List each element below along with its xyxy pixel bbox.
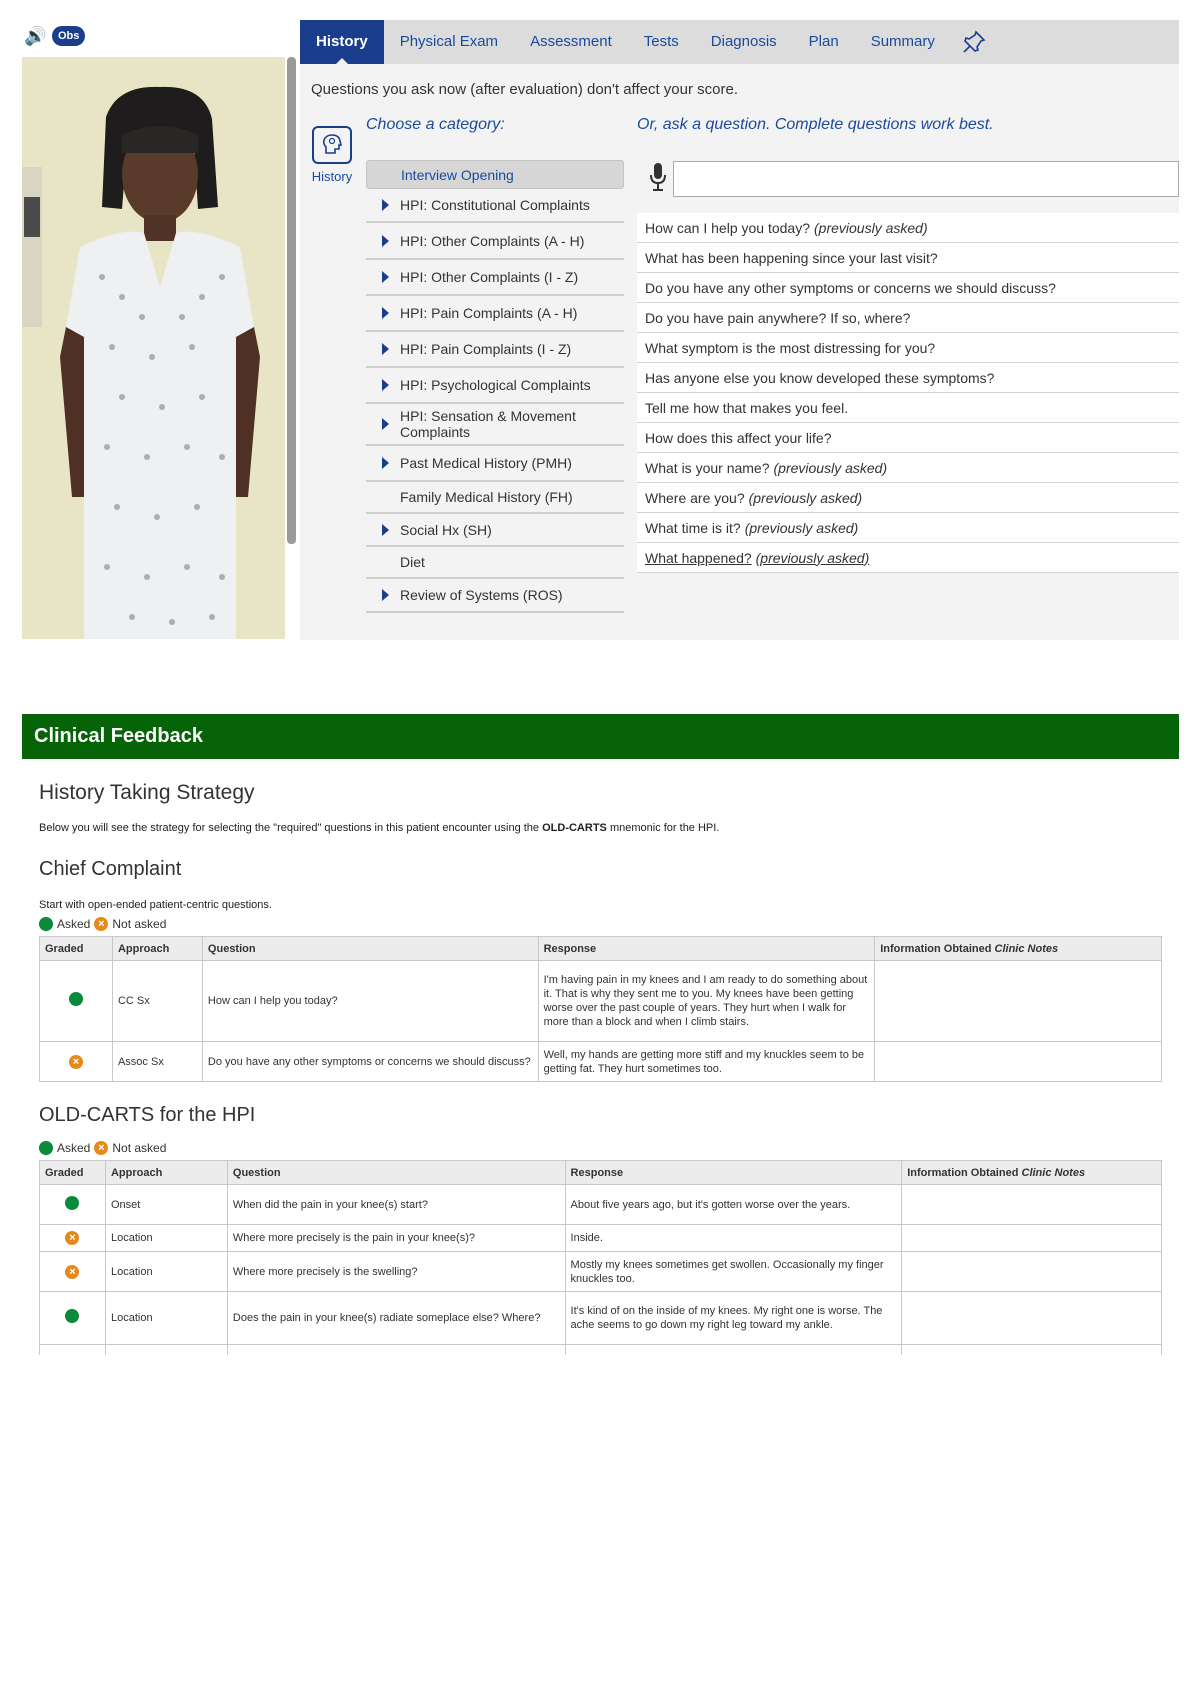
strategy-description bbox=[39, 822, 719, 834]
question-cell: Where more precisely is the pain in your knee(s)? bbox=[227, 1225, 565, 1252]
choose-category-label: Choose a category: bbox=[366, 116, 505, 133]
table-row bbox=[40, 961, 1162, 1042]
tab-plan[interactable]: Plan bbox=[808, 33, 839, 50]
question-text: How can I help you today? bbox=[645, 219, 810, 236]
previously-asked-note: (previously asked) bbox=[814, 219, 928, 236]
or-ask-label: Or, ask a question. Complete questions work best. bbox=[637, 116, 994, 133]
graded-cell bbox=[40, 1292, 106, 1345]
question-text: How does this affect your life? bbox=[645, 429, 832, 446]
category-item[interactable] bbox=[366, 296, 624, 332]
category-label: Social Hx (SH) bbox=[400, 521, 492, 538]
category-item[interactable] bbox=[366, 579, 624, 613]
table-row bbox=[40, 1042, 1162, 1082]
question-cell: Do you have any other symptoms or concerns we should discuss? bbox=[202, 1042, 538, 1082]
asked-dot-icon bbox=[39, 917, 53, 931]
col-info-obtained bbox=[875, 937, 1162, 961]
history-button-label: History bbox=[311, 169, 353, 184]
caret-right-icon bbox=[382, 343, 389, 355]
strategy-title: History Taking Strategy bbox=[39, 781, 255, 804]
question-text: What time is it? bbox=[645, 519, 741, 536]
question-text: What happened? bbox=[645, 549, 752, 566]
not-asked-icon: × bbox=[65, 1265, 79, 1279]
info-obtained-label: Information Obtained bbox=[907, 1166, 1019, 1179]
tab-history[interactable]: History bbox=[300, 20, 384, 64]
approach-cell: Onset bbox=[105, 1185, 227, 1225]
question-cell: Where more precisely is the swelling? bbox=[227, 1252, 565, 1292]
tab-bar bbox=[300, 20, 1179, 64]
notes-cell bbox=[875, 1042, 1162, 1082]
category-label: Diet bbox=[400, 554, 425, 570]
response-cell: It's kind of on the inside of my knees. My right one is worse. The ache seems to go down my right leg toward my ankle. bbox=[565, 1292, 902, 1345]
tab-tests[interactable]: Tests bbox=[643, 33, 679, 50]
not-asked-icon: × bbox=[94, 1141, 108, 1155]
asked-dot-icon bbox=[69, 992, 83, 1006]
microphone-glyph bbox=[647, 161, 669, 193]
question-text: Do you have pain anywhere? If so, where? bbox=[645, 309, 911, 326]
category-label: Interview Opening bbox=[401, 166, 514, 183]
category-item[interactable] bbox=[366, 368, 624, 404]
caret-right-icon bbox=[382, 199, 389, 211]
clinic-notes-label: Clinic Notes bbox=[994, 942, 1059, 955]
col-response: Response bbox=[538, 937, 875, 961]
category-label: HPI: Pain Complaints (I - Z) bbox=[400, 341, 572, 357]
simulation-panel bbox=[300, 20, 1179, 640]
question-item[interactable] bbox=[637, 393, 1179, 423]
previously-asked-note: (previously asked) bbox=[755, 549, 870, 566]
legend-asked: Asked bbox=[57, 1141, 91, 1155]
caret-right-icon bbox=[382, 235, 389, 247]
notes-cell bbox=[902, 1345, 1162, 1356]
obs-button[interactable]: Obs bbox=[52, 26, 85, 46]
category-label: HPI: Sensation & Movement Complaints bbox=[400, 408, 576, 440]
graded-cell bbox=[40, 1042, 113, 1082]
question-item[interactable] bbox=[637, 363, 1179, 393]
table-header-row bbox=[40, 937, 1162, 961]
table-row bbox=[40, 1252, 1162, 1292]
clinical-feedback-header: Clinical Feedback bbox=[22, 714, 1179, 759]
category-item[interactable] bbox=[366, 260, 624, 296]
response-cell: Well, my hands are getting more stiff and my knuckles seem to be getting fat. They hurt sometimes too. bbox=[538, 1042, 875, 1082]
question-item[interactable] bbox=[637, 483, 1179, 513]
question-list bbox=[637, 213, 1179, 573]
tab-assessment[interactable]: Assessment bbox=[530, 33, 612, 50]
col-graded: Graded bbox=[40, 937, 113, 961]
category-label: HPI: Pain Complaints (A - H) bbox=[400, 305, 578, 321]
category-label: HPI: Other Complaints (I - Z) bbox=[400, 269, 579, 285]
category-label: HPI: Other Complaints (A - H) bbox=[400, 232, 585, 249]
category-list bbox=[366, 160, 624, 613]
category-item[interactable] bbox=[366, 547, 624, 579]
clinic-notes-label: Clinic Notes bbox=[1021, 1166, 1086, 1179]
caret-right-icon bbox=[382, 379, 389, 391]
category-item[interactable] bbox=[366, 189, 624, 223]
notes-cell bbox=[902, 1185, 1162, 1225]
question-item[interactable] bbox=[637, 543, 1179, 573]
patient-illustration bbox=[22, 57, 285, 639]
approach-cell: Location bbox=[105, 1252, 227, 1292]
table-row bbox=[40, 1292, 1162, 1345]
question-cell: When did the pain in your knee(s) start? bbox=[227, 1185, 565, 1225]
notice-text: Questions you ask now (after evaluation) don't affect your score. bbox=[311, 81, 738, 98]
question-item[interactable] bbox=[637, 423, 1179, 453]
question-input[interactable] bbox=[673, 161, 1179, 197]
approach-cell: CC Sx bbox=[112, 961, 202, 1042]
asked-dot-icon bbox=[65, 1309, 79, 1323]
question-item[interactable] bbox=[637, 273, 1179, 303]
legend-not-asked: Not asked bbox=[112, 1141, 167, 1155]
notes-cell bbox=[902, 1292, 1162, 1345]
table-header-row bbox=[40, 1161, 1162, 1185]
question-text: Has anyone else you know developed these symptoms? bbox=[645, 369, 995, 386]
col-question: Question bbox=[202, 937, 538, 961]
question-cell bbox=[227, 1345, 565, 1356]
col-response: Response bbox=[565, 1161, 902, 1185]
category-label: Family Medical History (FH) bbox=[400, 489, 573, 505]
response-cell: I'm having pain in my knees and I am ready to do something about it. That is why they sent me to you. My knees have been getting worse over the past couple of years. They hurt when I walk for more than a block and when I climb stairs. bbox=[538, 961, 875, 1042]
previously-asked-note: (previously asked) bbox=[744, 519, 859, 536]
notes-cell bbox=[875, 961, 1162, 1042]
category-item[interactable] bbox=[366, 404, 624, 446]
tab-diagnosis[interactable]: Diagnosis bbox=[710, 33, 777, 50]
response-cell bbox=[565, 1345, 902, 1356]
chief-complaint-table bbox=[39, 936, 1162, 1082]
response-cell: About five years ago, but it's gotten worse over the years. bbox=[565, 1185, 902, 1225]
category-item[interactable] bbox=[366, 446, 624, 482]
history-category-button[interactable] bbox=[310, 126, 354, 184]
legend-not-asked: Not asked bbox=[112, 917, 167, 931]
clinical-feedback-body bbox=[22, 759, 1179, 1355]
notes-cell bbox=[902, 1225, 1162, 1252]
tab-summary[interactable]: Summary bbox=[870, 33, 935, 50]
approach-cell bbox=[105, 1345, 227, 1356]
question-text: Tell me how that makes you feel. bbox=[645, 399, 849, 416]
table-row bbox=[40, 1345, 1162, 1356]
head-icon bbox=[320, 133, 344, 157]
table-row bbox=[40, 1225, 1162, 1252]
history-icon bbox=[312, 126, 352, 164]
strategy-text-bold: OLD-CARTS bbox=[542, 822, 607, 834]
question-item[interactable] bbox=[637, 333, 1179, 363]
previously-asked-note: (previously asked) bbox=[773, 459, 888, 476]
category-item[interactable] bbox=[366, 223, 624, 260]
graded-cell bbox=[40, 961, 113, 1042]
legend-asked: Asked bbox=[57, 917, 91, 931]
top-toolbar bbox=[24, 26, 85, 46]
question-item[interactable] bbox=[637, 303, 1179, 333]
category-item[interactable] bbox=[366, 332, 624, 368]
caret-right-icon bbox=[382, 307, 389, 319]
patient-avatar-image bbox=[22, 57, 285, 639]
chief-complaint-title: Chief Complaint bbox=[39, 858, 182, 880]
caret-right-icon bbox=[382, 589, 389, 601]
response-cell: Mostly my knees sometimes get swollen. Occasionally my finger knuckles too. bbox=[565, 1252, 902, 1292]
question-text: Where are you? bbox=[645, 489, 745, 506]
col-question: Question bbox=[227, 1161, 565, 1185]
question-item[interactable] bbox=[637, 213, 1179, 243]
asked-dot-icon bbox=[65, 1196, 79, 1210]
caret-right-icon bbox=[382, 271, 389, 283]
graded-cell bbox=[40, 1225, 106, 1252]
info-obtained-label: Information Obtained bbox=[880, 942, 992, 955]
previously-asked-note: (previously asked) bbox=[748, 489, 863, 506]
category-label: Past Medical History (PMH) bbox=[400, 455, 572, 471]
col-approach: Approach bbox=[112, 937, 202, 961]
question-cell: How can I help you today? bbox=[202, 961, 538, 1042]
category-label: HPI: Constitutional Complaints bbox=[400, 197, 590, 213]
legend bbox=[39, 917, 166, 931]
tab-physical-exam[interactable]: Physical Exam bbox=[399, 33, 499, 50]
approach-cell: Assoc Sx bbox=[112, 1042, 202, 1082]
patient-scrollbar[interactable] bbox=[287, 57, 296, 544]
strategy-text-post: mnemonic for the HPI. bbox=[606, 822, 720, 834]
asked-dot-icon bbox=[39, 1141, 53, 1155]
caret-right-icon bbox=[382, 524, 389, 536]
question-text: Do you have any other symptoms or concerns we should discuss? bbox=[645, 279, 1056, 296]
question-cell: Does the pain in your knee(s) radiate someplace else? Where? bbox=[227, 1292, 565, 1345]
graded-cell bbox=[40, 1345, 106, 1356]
notes-cell bbox=[902, 1252, 1162, 1292]
old-carts-table bbox=[39, 1160, 1162, 1355]
graded-cell bbox=[40, 1252, 106, 1292]
category-item[interactable] bbox=[366, 482, 624, 514]
speaker-icon[interactable]: 🔊 bbox=[24, 26, 47, 46]
chief-complaint-text: Start with open-ended patient-centric questions. bbox=[39, 899, 272, 911]
question-item[interactable] bbox=[637, 453, 1179, 483]
question-item[interactable] bbox=[637, 513, 1179, 543]
graded-cell bbox=[40, 1185, 106, 1225]
response-cell: Inside. bbox=[565, 1225, 902, 1252]
category-label: HPI: Psychological Complaints bbox=[400, 377, 591, 393]
approach-cell: Location bbox=[105, 1225, 227, 1252]
pin-icon-glyph bbox=[961, 29, 987, 55]
approach-cell: Location bbox=[105, 1292, 227, 1345]
category-item[interactable] bbox=[366, 514, 624, 547]
col-info-obtained bbox=[902, 1161, 1162, 1185]
pin-icon[interactable] bbox=[951, 20, 997, 64]
category-item[interactable] bbox=[366, 160, 624, 189]
question-text: What has been happening since your last visit? bbox=[645, 249, 938, 266]
old-carts-title: OLD-CARTS for the HPI bbox=[39, 1104, 256, 1126]
col-approach: Approach bbox=[105, 1161, 227, 1185]
strategy-text-pre: Below you will see the strategy for selecting the "required" questions in this patient encounter using the bbox=[39, 822, 543, 834]
question-text: What symptom is the most distressing for you? bbox=[645, 339, 936, 356]
caret-right-icon bbox=[382, 418, 389, 430]
question-item[interactable] bbox=[637, 243, 1179, 273]
not-asked-icon: × bbox=[94, 917, 108, 931]
legend bbox=[39, 1141, 166, 1155]
microphone-icon[interactable] bbox=[647, 161, 669, 193]
category-label: Review of Systems (ROS) bbox=[400, 587, 563, 603]
not-asked-icon: × bbox=[65, 1231, 79, 1245]
table-row bbox=[40, 1185, 1162, 1225]
caret-right-icon bbox=[382, 457, 389, 469]
question-text: What is your name? bbox=[645, 459, 770, 476]
not-asked-icon: × bbox=[69, 1055, 83, 1069]
col-graded: Graded bbox=[40, 1161, 106, 1185]
